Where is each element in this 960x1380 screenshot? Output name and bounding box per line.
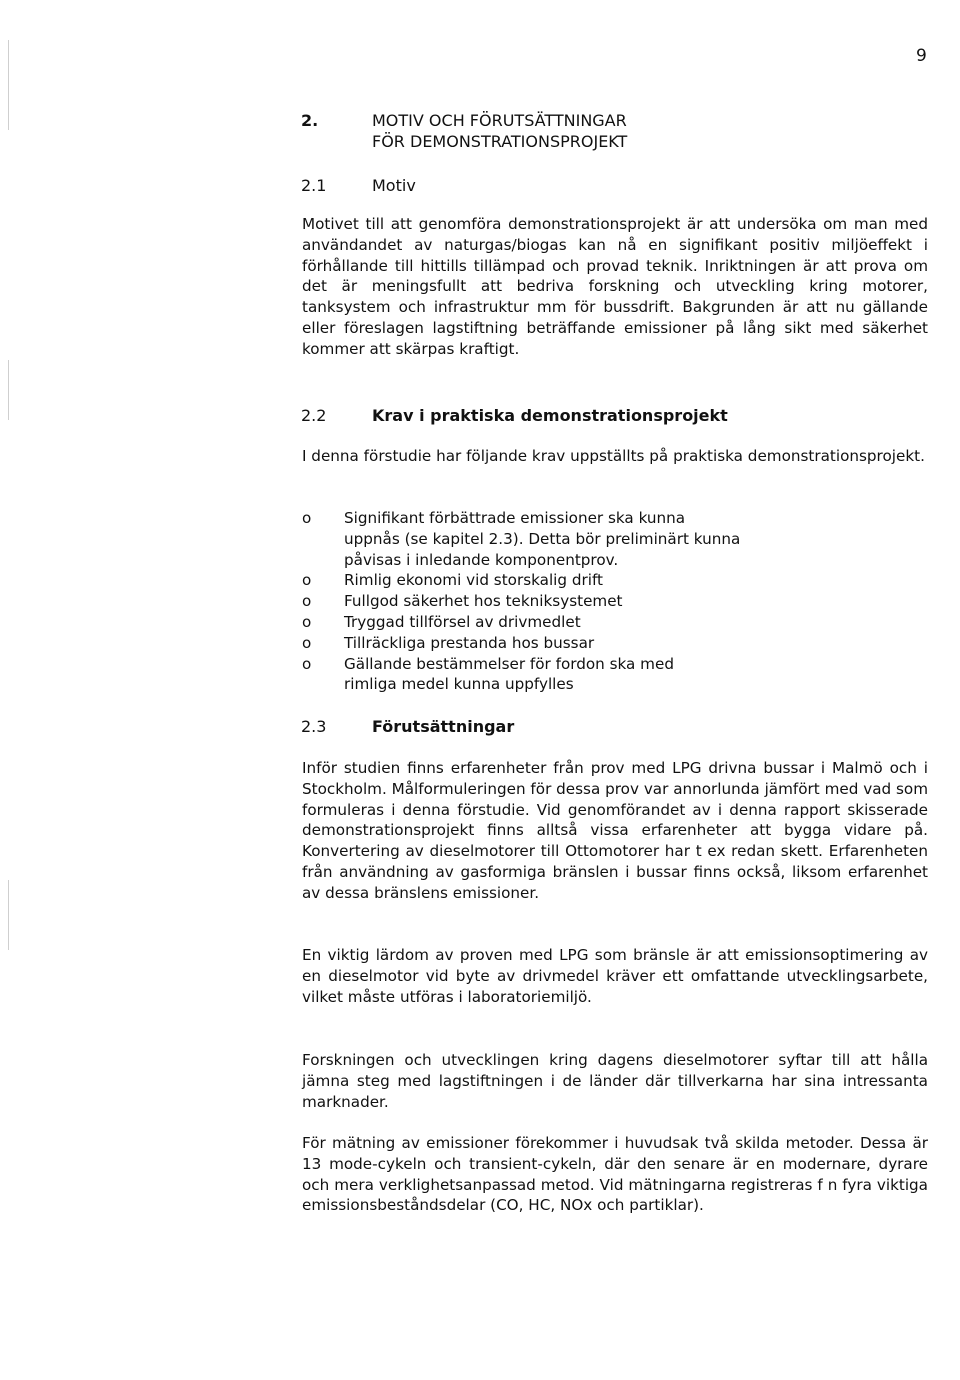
scan-edge-mark bbox=[8, 40, 9, 130]
list-item bbox=[302, 508, 942, 570]
requirements-list bbox=[302, 508, 942, 695]
section-title-line2: FÖR DEMONSTRATIONSPROJEKT bbox=[372, 132, 628, 151]
list-item-text: Fullgod säkerhet hos tekniksystemet bbox=[344, 592, 623, 611]
list-item bbox=[302, 654, 942, 696]
section-number: 2.1 bbox=[301, 176, 327, 195]
forutsattningar-paragraph-2: En viktig lärdom av proven med LPG som bränsle är att emissionsoptimering av en dieselmotor vid byte av drivmedel kräver ett omfattande utvecklingsarbete, vilket måste utföras i laboratoriemiljö. bbox=[302, 946, 928, 1006]
section-title: Förutsättningar bbox=[372, 717, 515, 736]
scan-edge-mark bbox=[8, 880, 9, 950]
requirements-intro: I denna förstudie har följande krav uppställts på praktiska demonstrationsprojekt. bbox=[302, 447, 925, 465]
list-item-text: Gällande bestämmelser för fordon ska med rimliga medel kunna uppfylles bbox=[344, 654, 674, 694]
list-item-text: Tryggad tillförsel av drivmedlet bbox=[344, 612, 581, 631]
forutsattningar-paragraph-3: Forskningen och utvecklingen kring dagens dieselmotorer syftar till att hålla jämna steg med lagstiftningen i de länder där tillverkarna har sina intressanta marknader. bbox=[302, 1051, 928, 1111]
list-item bbox=[302, 570, 942, 591]
motiv-paragraph: Motivet till att genomföra demonstrationsprojekt är att undersöka om man med användandet av naturgas/biogas kan nå en signifikant positiv miljöeffekt i förhållande till hittills tillämpad och provad teknik. Inriktningen är att prova om det är meningsfullt att bedriva forskning och utveckling kring motorer, tanksystem och infrastruktur mm för bussdrift. Bakgrunden är att nu gällande eller föreslagen lagstiftning beträffande emissioner på lång sikt med säkerhet kommer att skärpas kraftigt. bbox=[302, 215, 928, 358]
section-title-line1: MOTIV OCH FÖRUTSÄTTNINGAR bbox=[372, 111, 627, 130]
bullet: o bbox=[302, 612, 312, 631]
bullet: o bbox=[302, 633, 312, 652]
bullet: o bbox=[302, 509, 312, 527]
bullet: o bbox=[302, 592, 312, 611]
list-item bbox=[302, 612, 942, 633]
section-title: Krav i praktiska demonstrationsprojekt bbox=[372, 406, 728, 425]
list-item-text: Rimlig ekonomi vid storskalig drift bbox=[344, 571, 603, 590]
list-item bbox=[302, 591, 942, 612]
list-item bbox=[302, 633, 942, 654]
bullet: o bbox=[302, 654, 312, 673]
scan-edge-mark bbox=[8, 360, 9, 420]
forutsattningar-paragraph-1: Inför studien finns erfarenheter från prov med LPG drivna bussar i Malmö och i Stockholm. Målformuleringen för dessa prov var annorlunda jämfört med vad som formuleras i denna förstudie. Vid genomförandet av i denna rapport skisserade demonstrationsprojekt finns alltså vissa erfarenheter att bygga vidare på. Konvertering av dieselmotorer till Ottomotorer har t ex redan skett. Erfarenheten från användning av gasformiga bränslen i bussar finns också, liksom erfarenhet av dessa bränslens emissioner. bbox=[302, 759, 928, 902]
list-item-text: Tillräckliga prestanda hos bussar bbox=[344, 633, 595, 652]
section-number: 2.2 bbox=[301, 406, 327, 425]
section-number: 2. bbox=[301, 111, 319, 130]
bullet: o bbox=[302, 571, 312, 590]
section-title: Motiv bbox=[372, 176, 416, 195]
page-number: 9 bbox=[916, 46, 927, 66]
forutsattningar-paragraph-4: För mätning av emissioner förekommer i huvudsak två skilda metoder. Dessa är 13 mode-cykeln och transient-cykeln, där den senare är en modernare, dyrare och mera verklighetsanpassad metod. Vid mätningarna registreras f n fyra viktiga emissionsbeståndsdelar (CO, HC, NOx och partiklar). bbox=[302, 1134, 928, 1215]
list-item-text: Signifikant förbättrade emissioner ska kunna uppnås (se kapitel 2.3). Detta bör preliminärt kunna påvisas i inledande komponentprov. bbox=[344, 509, 741, 569]
section-number: 2.3 bbox=[301, 717, 327, 736]
